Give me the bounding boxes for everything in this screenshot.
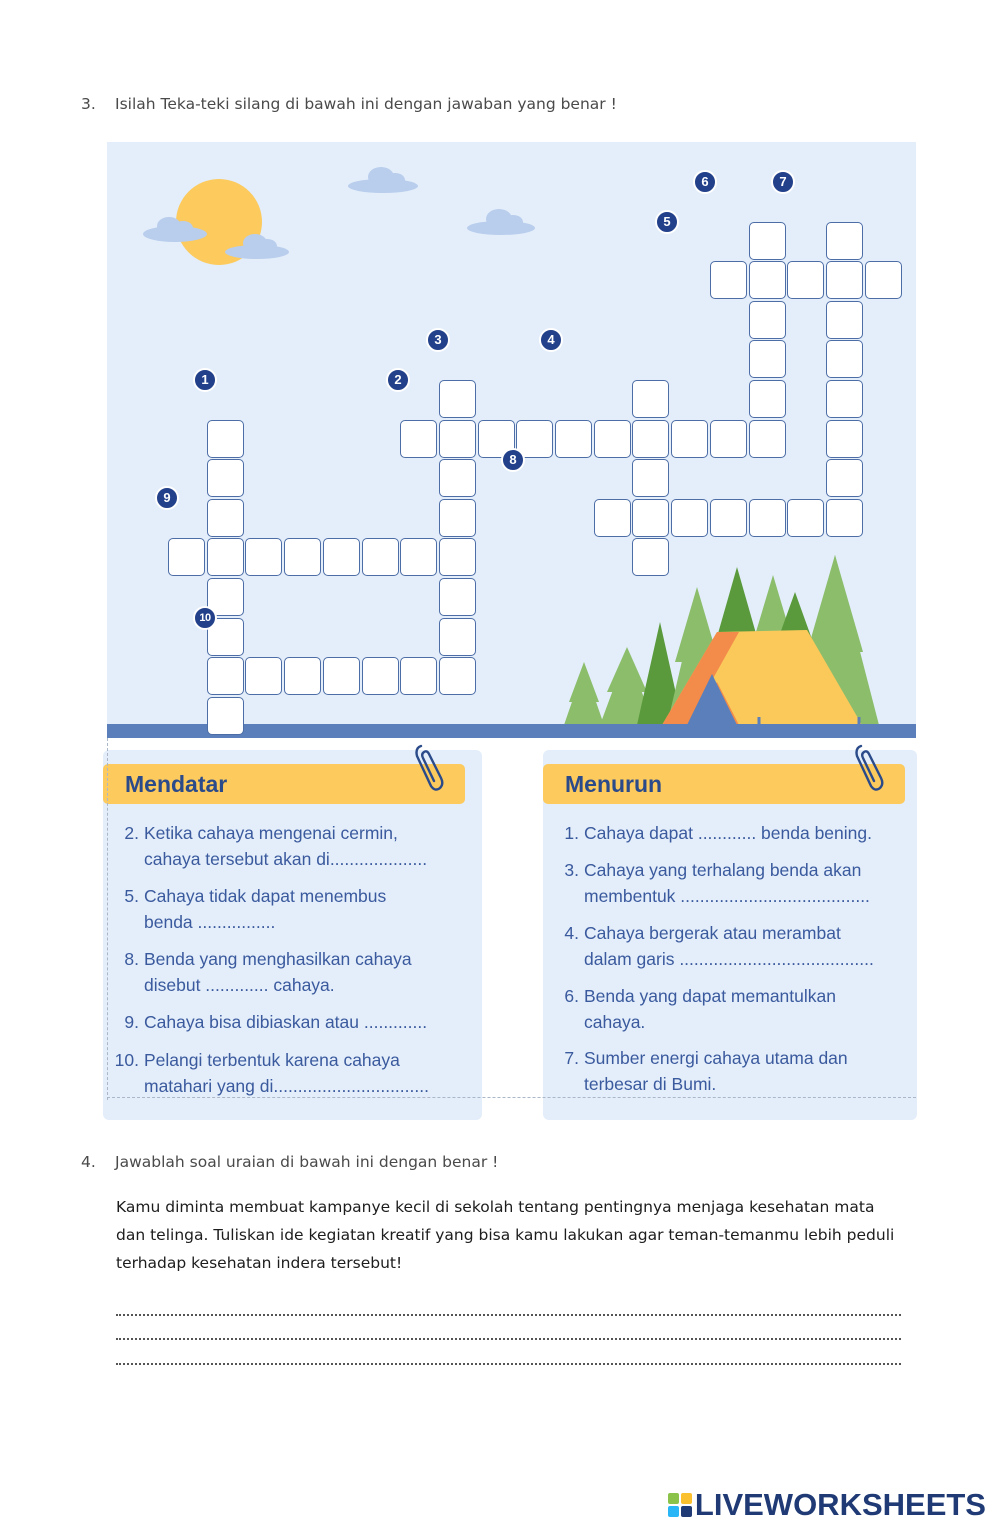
crossword-cell-input[interactable] xyxy=(750,500,785,536)
crossword-cell-input[interactable] xyxy=(324,539,359,575)
crop-guide-line xyxy=(107,738,108,1100)
crossword-cell-input[interactable] xyxy=(208,539,243,575)
crossword-cell[interactable] xyxy=(362,538,399,576)
crossword-cell[interactable] xyxy=(749,222,786,260)
crossword-cell[interactable] xyxy=(284,657,321,695)
crossword-cell[interactable] xyxy=(207,459,244,497)
clue-number-badge-6: 6 xyxy=(693,170,717,194)
clue-number-badge-3: 3 xyxy=(426,328,450,352)
clue-number-badge-1: 1 xyxy=(193,368,217,392)
crossword-cell[interactable] xyxy=(865,261,902,299)
clue-menurun-6: 6. Benda yang dapat memantulkan cahaya. xyxy=(564,986,836,1032)
crossword-cell[interactable] xyxy=(710,499,747,537)
crossword-cell[interactable] xyxy=(555,420,592,458)
clue-mendatar-5: 5. Cahaya tidak dapat menembus benda ................ xyxy=(124,886,387,932)
crossword-cell[interactable] xyxy=(749,301,786,339)
menurun-title: Menurun xyxy=(565,771,663,797)
crossword-cell[interactable] xyxy=(439,538,476,576)
clue-mendatar-8: 8. Benda yang menghasilkan cahaya disebut ............. cahaya. xyxy=(124,949,412,995)
crossword-cell-input[interactable] xyxy=(595,500,630,536)
crossword-cell-input[interactable] xyxy=(208,421,243,457)
crossword-cell-input[interactable] xyxy=(246,658,281,694)
crossword-cell[interactable] xyxy=(245,538,282,576)
crossword-cell[interactable] xyxy=(826,340,863,378)
question-text: Isilah Teka-teki silang di bawah ini dengan jawaban yang benar ! xyxy=(115,95,617,113)
clue-number-badge-5: 5 xyxy=(655,210,679,234)
crossword-cell[interactable] xyxy=(826,222,863,260)
crossword-cell-input[interactable] xyxy=(208,698,243,734)
answer-line[interactable] xyxy=(116,1361,901,1365)
crossword-cell-input[interactable] xyxy=(711,500,746,536)
crossword-cell-input[interactable] xyxy=(363,539,398,575)
crossword-cell[interactable] xyxy=(632,459,669,497)
liveworksheets-logo-icon xyxy=(668,1493,692,1517)
crossword-cell-input[interactable] xyxy=(401,658,436,694)
crossword-cell-input[interactable] xyxy=(827,381,862,417)
crossword-cell[interactable] xyxy=(826,499,863,537)
crossword-cell-input[interactable] xyxy=(750,262,785,298)
crossword-cell[interactable] xyxy=(671,499,708,537)
clue-menurun-1: 1. Cahaya dapat ............ benda bening. xyxy=(564,823,872,843)
crossword-cell-input[interactable] xyxy=(401,539,436,575)
crossword-cell-input[interactable] xyxy=(440,500,475,536)
crossword-cell[interactable] xyxy=(323,657,360,695)
crossword-cell[interactable] xyxy=(632,420,669,458)
cloud-icon xyxy=(348,167,418,193)
clue-menurun-7: 7. Sumber energi cahaya utama dan terbesar di Bumi. xyxy=(564,1048,848,1094)
crossword-cell[interactable] xyxy=(439,420,476,458)
clue-mendatar-9: 9. Cahaya bisa dibiaskan atau ............. xyxy=(124,1012,428,1032)
crossword-cell[interactable] xyxy=(207,697,244,735)
liveworksheets-logo xyxy=(668,1487,986,1523)
crossword-cell[interactable] xyxy=(632,380,669,418)
crossword-cell[interactable] xyxy=(749,261,786,299)
crossword-cell[interactable] xyxy=(400,420,437,458)
crossword-cell[interactable] xyxy=(632,538,669,576)
crossword-cell-input[interactable] xyxy=(517,421,552,457)
logo-text: LIVEWORKSHEETS xyxy=(694,1487,986,1522)
crossword-cell-input[interactable] xyxy=(788,500,823,536)
crossword-cell-input[interactable] xyxy=(556,421,591,457)
crossword-cell[interactable] xyxy=(207,657,244,695)
crossword-cell[interactable] xyxy=(400,657,437,695)
crossword-cell[interactable] xyxy=(245,657,282,695)
crossword-cell-input[interactable] xyxy=(633,421,668,457)
crossword-cell-input[interactable] xyxy=(827,500,862,536)
answer-line[interactable] xyxy=(116,1336,901,1340)
essay-prompt-line: terhadap kesehatan indera tersebut! xyxy=(116,1254,403,1272)
crossword-cell[interactable] xyxy=(168,538,205,576)
crossword-cell[interactable] xyxy=(362,657,399,695)
crossword-cell-input[interactable] xyxy=(440,579,475,615)
mendatar-title: Mendatar xyxy=(125,771,228,797)
crossword-cell[interactable] xyxy=(749,340,786,378)
crossword-cell-input[interactable] xyxy=(633,381,668,417)
crossword-cell-input[interactable] xyxy=(672,500,707,536)
crossword-cell[interactable] xyxy=(632,499,669,537)
crossword-cell-input[interactable] xyxy=(711,421,746,457)
crossword-cell-input[interactable] xyxy=(440,658,475,694)
paperclip-icon xyxy=(847,742,887,794)
question-number: 3. xyxy=(81,95,96,113)
crossword-cell-input[interactable] xyxy=(750,223,785,259)
crossword-cell[interactable] xyxy=(207,538,244,576)
essay-prompt-line: dan telinga. Tuliskan ide kegiatan kreatif yang bisa kamu lakukan agar teman-temanmu lebih peduli xyxy=(116,1226,895,1244)
crossword-cell-input[interactable] xyxy=(440,460,475,496)
clue-number-badge-9: 9 xyxy=(155,486,179,510)
crossword-cell-input[interactable] xyxy=(750,341,785,377)
answer-line[interactable] xyxy=(116,1312,901,1316)
clue-number-badge-2: 2 xyxy=(386,368,410,392)
crossword-cell[interactable] xyxy=(594,499,631,537)
crossword-cell-input[interactable] xyxy=(633,539,668,575)
crossword-cell-input[interactable] xyxy=(711,262,746,298)
crossword-cell[interactable] xyxy=(787,499,824,537)
crossword-cell-input[interactable] xyxy=(208,658,243,694)
crossword-cell[interactable] xyxy=(439,459,476,497)
cloud-icon xyxy=(467,209,535,235)
clue-number-badge-4: 4 xyxy=(539,328,563,352)
crossword-scene xyxy=(107,142,916,738)
crossword-cell[interactable] xyxy=(749,499,786,537)
crossword-cell[interactable] xyxy=(284,538,321,576)
crossword-cell-input[interactable] xyxy=(633,460,668,496)
crossword-cell-input[interactable] xyxy=(866,262,901,298)
crossword-cell[interactable] xyxy=(439,578,476,616)
crossword-cell-input[interactable] xyxy=(750,421,785,457)
crossword-cell-input[interactable] xyxy=(285,539,320,575)
crossword-cell[interactable] xyxy=(207,420,244,458)
crossword-cell[interactable] xyxy=(826,459,863,497)
paperclip-icon xyxy=(407,742,447,794)
crossword-cell-input[interactable] xyxy=(324,658,359,694)
essay-prompt-line: Kamu diminta membuat kampanye kecil di sekolah tentang pentingnya menjaga kesehatan mata xyxy=(116,1198,875,1216)
crossword-cell[interactable] xyxy=(749,380,786,418)
crossword-cell-input[interactable] xyxy=(827,223,862,259)
clue-mendatar-10: 10. Pelangi terbentuk karena cahaya matahari yang di................................ xyxy=(114,1050,429,1096)
crossword-cell-input[interactable] xyxy=(440,381,475,417)
crossword-cell-input[interactable] xyxy=(440,619,475,655)
crossword-cell-input[interactable] xyxy=(285,658,320,694)
crossword-cell-input[interactable] xyxy=(750,302,785,338)
question-text: Jawablah soal uraian di bawah ini dengan benar ! xyxy=(115,1153,499,1171)
crossword-cell[interactable] xyxy=(749,420,786,458)
crossword-cell[interactable] xyxy=(710,261,747,299)
crossword-cell-input[interactable] xyxy=(246,539,281,575)
crossword-cell-input[interactable] xyxy=(169,539,204,575)
crossword-cell-input[interactable] xyxy=(750,381,785,417)
clue-number-badge-10: 10 xyxy=(193,606,217,630)
crossword-cell[interactable] xyxy=(323,538,360,576)
crossword-cell[interactable] xyxy=(710,420,747,458)
crossword-cell-input[interactable] xyxy=(401,421,436,457)
crossword-cell[interactable] xyxy=(594,420,631,458)
crossword-cell[interactable] xyxy=(439,380,476,418)
crossword-cell-input[interactable] xyxy=(440,539,475,575)
crossword-cell[interactable] xyxy=(439,618,476,656)
crossword-cell-input[interactable] xyxy=(595,421,630,457)
crossword-cell-input[interactable] xyxy=(827,460,862,496)
crossword-cell[interactable] xyxy=(826,420,863,458)
crossword-cell-input[interactable] xyxy=(208,460,243,496)
crossword-cell[interactable] xyxy=(826,380,863,418)
clue-number-badge-7: 7 xyxy=(771,170,795,194)
crossword-cell[interactable] xyxy=(826,261,863,299)
crossword-cell[interactable] xyxy=(207,499,244,537)
crossword-cell[interactable] xyxy=(400,538,437,576)
tree-icon xyxy=(564,662,604,725)
crossword-cell-input[interactable] xyxy=(363,658,398,694)
crossword-cell[interactable] xyxy=(439,657,476,695)
clue-menurun-4: 4. Cahaya bergerak atau merambat dalam garis ........................................ xyxy=(564,923,874,969)
crossword-cell-input[interactable] xyxy=(827,421,862,457)
clue-menurun-3: 3. Cahaya yang terhalang benda akan membentuk ....................................... xyxy=(564,860,870,906)
crossword-cell-input[interactable] xyxy=(672,421,707,457)
crossword-cell[interactable] xyxy=(787,261,824,299)
crossword-cell-input[interactable] xyxy=(827,341,862,377)
crossword-cell[interactable] xyxy=(439,499,476,537)
crossword-cell-input[interactable] xyxy=(827,302,862,338)
crossword-cell[interactable] xyxy=(671,420,708,458)
crossword-cell-input[interactable] xyxy=(788,262,823,298)
crossword-cell-input[interactable] xyxy=(208,500,243,536)
crossword-cell[interactable] xyxy=(826,301,863,339)
crossword-cell-input[interactable] xyxy=(827,262,862,298)
clue-mendatar-2: 2. Ketika cahaya mengenai cermin, cahaya tersebut akan di.................... xyxy=(124,823,428,869)
clue-number-badge-8: 8 xyxy=(501,448,525,472)
crossword-cell-input[interactable] xyxy=(440,421,475,457)
crossword-cell-input[interactable] xyxy=(633,500,668,536)
question-number: 4. xyxy=(81,1153,96,1171)
